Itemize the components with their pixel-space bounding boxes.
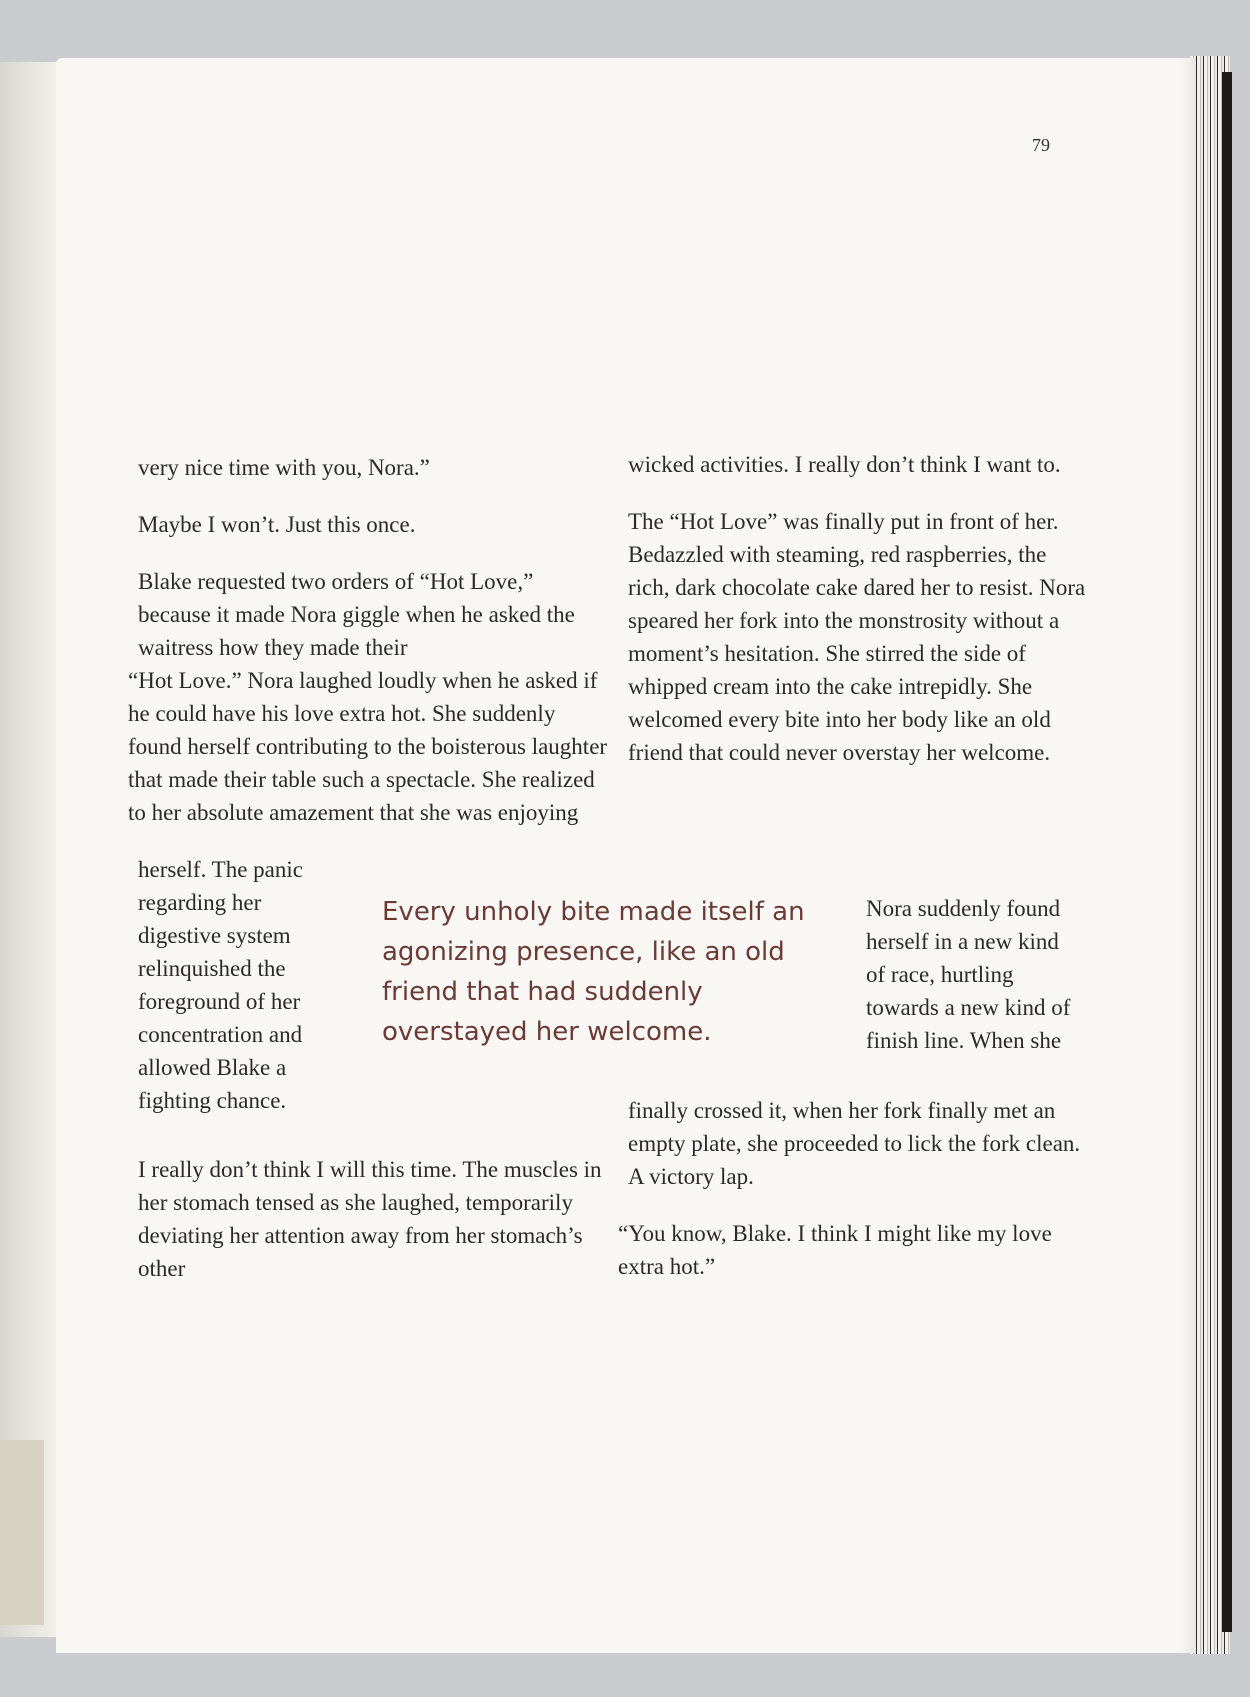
book-cover-edge bbox=[1222, 72, 1232, 1632]
book-left-edge-tab bbox=[0, 1440, 44, 1625]
right-column bbox=[628, 448, 1088, 769]
pullquote: Every unholy bite made itself an agonizing presence, like an old friend that had suddenly overstayed her welcome. bbox=[382, 897, 805, 1047]
book-left-edge bbox=[0, 62, 60, 1637]
left-paragraph-3 bbox=[128, 565, 608, 829]
right-paragraph-2: The “Hot Love” was finally put in front of her. Bedazzled with steaming, red raspberries, the rich, dark chocolate cake dared her to resist. Nora speared her fork into the monstrosity without a moment’s hesitation. She stirred the side of whipped cream into the cake intrepidly. She welcomed every bite into her body like an old friend that could never overstay her welcome. bbox=[628, 509, 1086, 765]
left-paragraph-3-part-b: “Hot Love.” Nora laughed loudly when he asked if he could have his love extra hot. She suddenly found herself contributing to the boisterous laughter that made their table such a spectacle. She realized to her absolute amazement that she was enjoying bbox=[128, 668, 608, 825]
left-paragraph-3-part-a: Blake requested two orders of “Hot Love,” because it made Nora giggle when he asked the waitress how they made their bbox=[138, 569, 575, 660]
right-paragraph-4: “You know, Blake. I think I might like my love extra hot.” bbox=[618, 1221, 1052, 1279]
right-lower-block bbox=[618, 1094, 1088, 1307]
right-paragraph-3-continued: finally crossed it, when her fork finally met an empty plate, she proceeded to lick the fork clean. A victory lap. bbox=[628, 1098, 1081, 1189]
left-lower-block bbox=[138, 1153, 608, 1309]
page-number: 79 bbox=[1032, 135, 1050, 155]
left-paragraph-1: very nice time with you, Nora.” bbox=[138, 455, 430, 480]
right-narrow-paragraph: Nora suddenly found herself in a new kind of race, hurtling towards a new kind of finish line. When she bbox=[866, 896, 1071, 1053]
left-paragraph-2: Maybe I won’t. Just this once. bbox=[138, 512, 416, 537]
left-column bbox=[128, 451, 608, 829]
left-paragraph-4: I really don’t think I will this time. The muscles in her stomach tensed as she laughed, temporarily deviating her attention away from her stomach’s other bbox=[138, 1157, 602, 1281]
left-narrow-paragraph: herself. The panic regarding her digestive system relinquished the foreground of her concentration and allowed Blake a fighting chance. bbox=[138, 857, 303, 1113]
right-paragraph-1: wicked activities. I really don’t think I want to. bbox=[628, 452, 1061, 477]
